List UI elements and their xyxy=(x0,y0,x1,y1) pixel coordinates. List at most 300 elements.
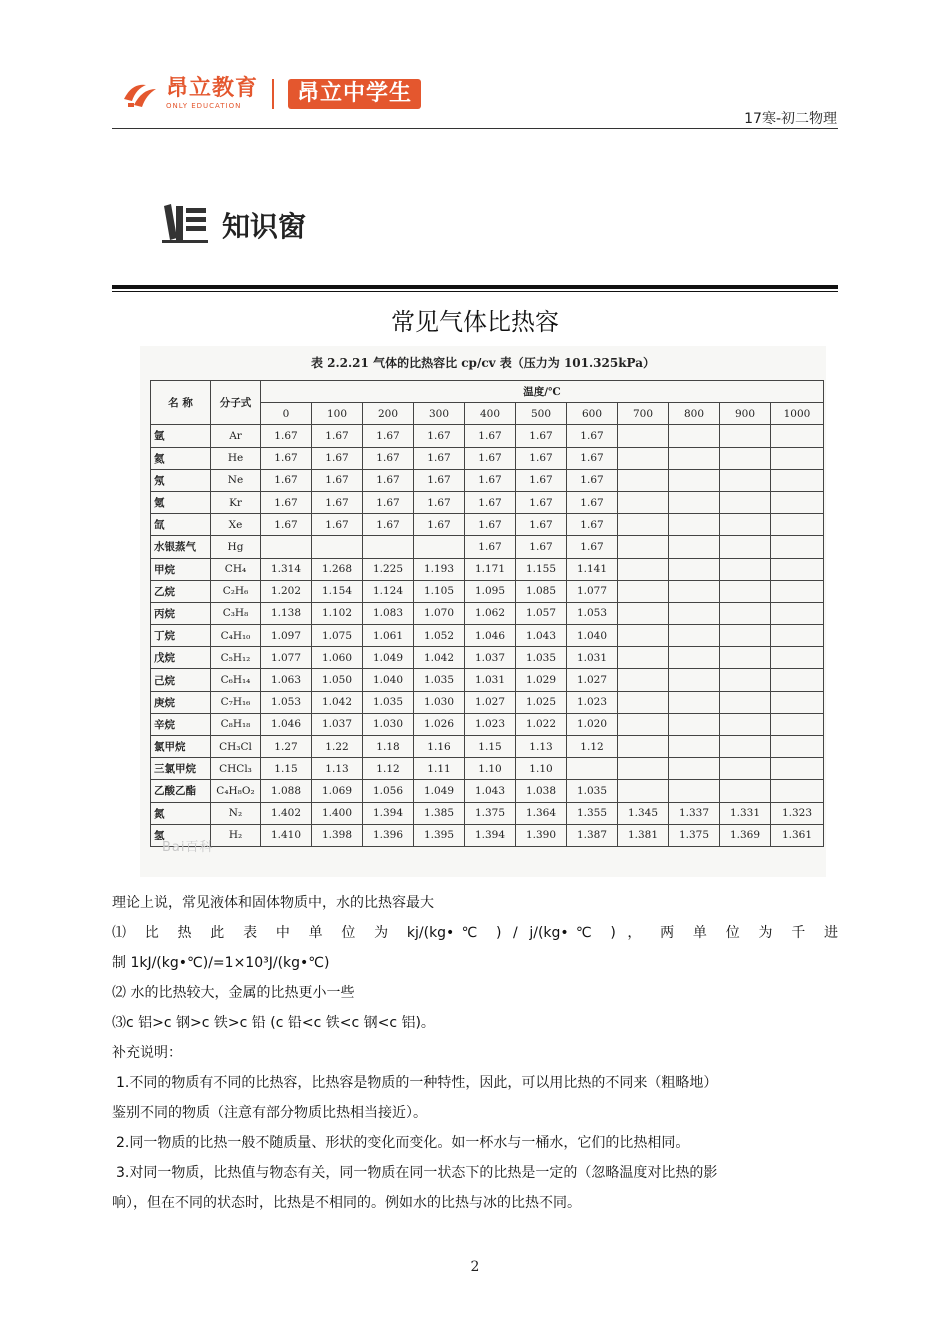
table-cell: 1.088 xyxy=(261,780,312,802)
gas-formula: H₂ xyxy=(211,824,261,846)
table-cell xyxy=(720,580,771,602)
table-cell: 1.171 xyxy=(465,558,516,580)
table-cell xyxy=(720,780,771,802)
table-cell xyxy=(720,425,771,447)
header-divider xyxy=(112,128,838,129)
table-cell xyxy=(669,691,720,713)
table-cell: 1.035 xyxy=(414,669,465,691)
gas-formula: N₂ xyxy=(211,802,261,824)
table-row xyxy=(151,758,824,780)
table-cell: 1.10 xyxy=(516,758,567,780)
table-cell: 1.67 xyxy=(465,491,516,513)
table-cell: 1.043 xyxy=(516,625,567,647)
table-cell: 1.029 xyxy=(516,669,567,691)
gas-formula: C₂H₆ xyxy=(211,580,261,602)
table-cell: 1.15 xyxy=(261,758,312,780)
table-cell: 1.155 xyxy=(516,558,567,580)
table-cell xyxy=(669,602,720,624)
gas-formula: C₈H₁₈ xyxy=(211,713,261,735)
table-cell xyxy=(720,558,771,580)
table-cell xyxy=(771,713,824,735)
table-cell: 1.67 xyxy=(363,469,414,491)
table-cell: 1.102 xyxy=(312,602,363,624)
table-cell xyxy=(771,669,824,691)
gas-formula: C₃H₈ xyxy=(211,602,261,624)
table-cell: 1.154 xyxy=(312,580,363,602)
table-cell: 1.049 xyxy=(363,647,414,669)
table-cell xyxy=(669,558,720,580)
supplement-1-line-2: 鉴别不同的物质（注意有部分物质比热相当接近）。 xyxy=(112,1105,427,1121)
table-cell xyxy=(771,780,824,802)
table-cell xyxy=(669,447,720,469)
table-cell xyxy=(669,713,720,735)
section-rule-thick xyxy=(112,285,838,289)
table-cell: 1.077 xyxy=(261,647,312,669)
table-cell xyxy=(720,736,771,758)
gas-formula: Ar xyxy=(211,425,261,447)
table-cell: 1.15 xyxy=(465,736,516,758)
table-cell: 1.202 xyxy=(261,580,312,602)
table-cell: 1.67 xyxy=(516,536,567,558)
table-cell: 1.67 xyxy=(312,514,363,536)
table-cell xyxy=(771,758,824,780)
point-1-line-2: 制 1kJ/(kg•℃)/=1×10³J/(kg•℃) xyxy=(112,955,330,971)
table-cell: 1.18 xyxy=(363,736,414,758)
gas-formula: CH₄ xyxy=(211,558,261,580)
table-cell xyxy=(720,491,771,513)
table-cell: 1.030 xyxy=(414,691,465,713)
table-cell xyxy=(669,514,720,536)
table-cell xyxy=(567,758,618,780)
intro-paragraph: 理论上说，常见液体和固体物质中，水的比热容最大 xyxy=(112,895,434,911)
table-cell: 1.67 xyxy=(567,469,618,491)
page-number: 2 xyxy=(470,1259,480,1275)
header-name: 名 称 xyxy=(151,381,211,425)
table-cell xyxy=(771,558,824,580)
table-cell: 1.023 xyxy=(567,691,618,713)
table-cell: 1.083 xyxy=(363,602,414,624)
scanned-table-image xyxy=(140,346,826,877)
supplement-1-line-1: 1.不同的物质有不同的比热容，比热容是物质的一种特性，因此，可以用比热的不同来（粗略地） xyxy=(116,1075,718,1091)
table-cell: 1.027 xyxy=(465,691,516,713)
table-cell: 1.396 xyxy=(363,824,414,846)
table-row xyxy=(151,647,824,669)
gas-name: 氯甲烷 xyxy=(151,736,211,758)
table-cell xyxy=(618,491,669,513)
gas-name: 乙烷 xyxy=(151,580,211,602)
only-education-logo-icon xyxy=(122,79,160,109)
header-temp-600: 600 xyxy=(567,403,618,425)
table-row xyxy=(151,491,824,513)
table-cell: 1.026 xyxy=(414,713,465,735)
header-temp-300: 300 xyxy=(414,403,465,425)
table-cell xyxy=(618,580,669,602)
table-cell: 1.16 xyxy=(414,736,465,758)
section-heading xyxy=(160,202,306,248)
point-1-line-1: ⑴ 比 热 此 表 中 单 位 为 kj/(kg•℃ ) / j/(kg•℃ ) ， 两 单 位 为 千 进 xyxy=(112,925,838,941)
table-cell: 1.410 xyxy=(261,824,312,846)
table-cell: 1.67 xyxy=(363,491,414,513)
gas-name: 氢 xyxy=(151,824,211,846)
table-cell: 1.27 xyxy=(261,736,312,758)
table-cell xyxy=(618,758,669,780)
table-row xyxy=(151,602,824,624)
table-cell: 1.67 xyxy=(567,425,618,447)
table-row xyxy=(151,558,824,580)
gas-formula: CH₃Cl xyxy=(211,736,261,758)
table-cell xyxy=(261,536,312,558)
gas-name: 氙 xyxy=(151,514,211,536)
table-row xyxy=(151,425,824,447)
table-cell: 1.67 xyxy=(363,447,414,469)
table-cell: 1.67 xyxy=(516,469,567,491)
table-cell xyxy=(618,558,669,580)
gas-name: 水银蒸气 xyxy=(151,536,211,558)
table-cell: 1.062 xyxy=(465,602,516,624)
table-cell: 1.375 xyxy=(669,824,720,846)
table-cell: 1.67 xyxy=(465,447,516,469)
table-cell: 1.67 xyxy=(516,514,567,536)
header-temp-900: 900 xyxy=(720,403,771,425)
gas-name: 丙烷 xyxy=(151,602,211,624)
table-cell xyxy=(771,602,824,624)
table-cell: 1.141 xyxy=(567,558,618,580)
table-cell xyxy=(771,447,824,469)
table-cell: 1.097 xyxy=(261,625,312,647)
table-cell: 1.038 xyxy=(516,780,567,802)
table-cell: 1.13 xyxy=(516,736,567,758)
table-cell xyxy=(669,780,720,802)
table-cell xyxy=(669,536,720,558)
table-cell: 1.67 xyxy=(261,447,312,469)
table-cell: 1.020 xyxy=(567,713,618,735)
table-cell: 1.031 xyxy=(465,669,516,691)
table-row xyxy=(151,536,824,558)
table-cell xyxy=(669,469,720,491)
table-row xyxy=(151,713,824,735)
table-cell: 1.022 xyxy=(516,713,567,735)
header-temperature: 温度/℃ xyxy=(261,381,824,403)
table-row xyxy=(151,469,824,491)
header-temp-100: 100 xyxy=(312,403,363,425)
table-cell: 1.046 xyxy=(261,713,312,735)
table-cell: 1.67 xyxy=(567,491,618,513)
table-cell: 1.67 xyxy=(465,425,516,447)
table-row xyxy=(151,447,824,469)
gas-formula: C₆H₁₄ xyxy=(211,669,261,691)
table-cell: 1.337 xyxy=(669,802,720,824)
table-cell: 1.22 xyxy=(312,736,363,758)
gas-name: 氪 xyxy=(151,491,211,513)
table-row xyxy=(151,691,824,713)
gas-name: 乙酸乙酯 xyxy=(151,780,211,802)
table-cell xyxy=(669,736,720,758)
table-cell: 1.67 xyxy=(261,514,312,536)
table-cell: 1.030 xyxy=(363,713,414,735)
table-cell xyxy=(771,691,824,713)
table-cell xyxy=(618,514,669,536)
table-cell: 1.049 xyxy=(414,780,465,802)
header-temp-1000: 1000 xyxy=(771,403,824,425)
header-temp-400: 400 xyxy=(465,403,516,425)
table-cell: 1.381 xyxy=(618,824,669,846)
table-cell xyxy=(618,536,669,558)
gas-name: 氮 xyxy=(151,802,211,824)
table-cell: 1.124 xyxy=(363,580,414,602)
table-cell: 1.331 xyxy=(720,802,771,824)
table-cell xyxy=(720,469,771,491)
table-cell xyxy=(669,491,720,513)
gas-name: 氦 xyxy=(151,447,211,469)
gas-formula: C₄H₁₀ xyxy=(211,625,261,647)
table-cell: 1.67 xyxy=(312,469,363,491)
table-cell: 1.402 xyxy=(261,802,312,824)
table-cell: 1.67 xyxy=(516,425,567,447)
table-cell: 1.400 xyxy=(312,802,363,824)
table-cell: 1.323 xyxy=(771,802,824,824)
table-cell xyxy=(669,669,720,691)
table-cell xyxy=(771,580,824,602)
table-cell xyxy=(618,469,669,491)
table-cell: 1.67 xyxy=(516,491,567,513)
gas-formula: CHCl₃ xyxy=(211,758,261,780)
table-cell: 1.67 xyxy=(567,536,618,558)
table-cell: 1.105 xyxy=(414,580,465,602)
table-cell: 1.67 xyxy=(414,425,465,447)
table-cell xyxy=(618,669,669,691)
table-row xyxy=(151,780,824,802)
table-cell: 1.67 xyxy=(567,447,618,469)
section-title: 知识窗 xyxy=(222,210,307,243)
table-cell: 1.037 xyxy=(312,713,363,735)
table-cell xyxy=(669,625,720,647)
table-cell: 1.387 xyxy=(567,824,618,846)
table-cell: 1.67 xyxy=(465,469,516,491)
gas-name: 戊烷 xyxy=(151,647,211,669)
table-cell: 1.67 xyxy=(261,491,312,513)
table-cell: 1.369 xyxy=(720,824,771,846)
table-cell: 1.395 xyxy=(414,824,465,846)
table-cell: 1.67 xyxy=(312,491,363,513)
table-cell xyxy=(720,447,771,469)
table-cell: 1.268 xyxy=(312,558,363,580)
books-icon xyxy=(160,202,210,248)
table-cell: 1.095 xyxy=(465,580,516,602)
table-cell: 1.67 xyxy=(363,425,414,447)
table-cell xyxy=(618,425,669,447)
gas-formula: C₄H₈O₂ xyxy=(211,780,261,802)
table-cell: 1.046 xyxy=(465,625,516,647)
table-cell xyxy=(363,536,414,558)
table-cell xyxy=(720,625,771,647)
table-cell xyxy=(720,602,771,624)
table-cell xyxy=(771,425,824,447)
gas-name: 三氯甲烷 xyxy=(151,758,211,780)
gas-name: 甲烷 xyxy=(151,558,211,580)
table-cell: 1.042 xyxy=(312,691,363,713)
table-cell xyxy=(720,758,771,780)
table-cell: 1.023 xyxy=(465,713,516,735)
table-cell: 1.67 xyxy=(567,514,618,536)
table-caption: 表 2.2.21 气体的比热容比 cp/cv 表（压力为 101.325kPa） xyxy=(310,356,656,370)
watermark: Bai百科 xyxy=(162,840,214,855)
gas-formula: C₅H₁₂ xyxy=(211,647,261,669)
table-cell xyxy=(618,736,669,758)
table-cell xyxy=(618,625,669,647)
table-cell: 1.035 xyxy=(567,780,618,802)
gas-formula: Ne xyxy=(211,469,261,491)
table-cell xyxy=(771,469,824,491)
gas-formula: Kr xyxy=(211,491,261,513)
table-cell: 1.314 xyxy=(261,558,312,580)
table-cell: 1.12 xyxy=(567,736,618,758)
table-cell xyxy=(720,647,771,669)
table-cell: 1.037 xyxy=(465,647,516,669)
table-cell: 1.060 xyxy=(312,647,363,669)
table-cell: 1.085 xyxy=(516,580,567,602)
table-cell: 1.385 xyxy=(414,802,465,824)
table-cell: 1.052 xyxy=(414,625,465,647)
table-cell: 1.13 xyxy=(312,758,363,780)
table-cell: 1.390 xyxy=(516,824,567,846)
table-cell xyxy=(618,602,669,624)
table-cell: 1.67 xyxy=(312,447,363,469)
logo-english-text: ONLY EDUCATION xyxy=(166,102,242,110)
table-cell xyxy=(669,425,720,447)
table-cell: 1.053 xyxy=(261,691,312,713)
gas-formula: C₇H₁₆ xyxy=(211,691,261,713)
table-cell: 1.11 xyxy=(414,758,465,780)
table-cell xyxy=(669,580,720,602)
gas-formula: Xe xyxy=(211,514,261,536)
gas-name: 己烷 xyxy=(151,669,211,691)
gas-name: 氖 xyxy=(151,469,211,491)
gas-name: 庚烷 xyxy=(151,691,211,713)
table-cell: 1.398 xyxy=(312,824,363,846)
table-cell: 1.345 xyxy=(618,802,669,824)
table-cell: 1.67 xyxy=(363,514,414,536)
document-title: 常见气体比热容 xyxy=(391,308,559,336)
table-cell: 1.035 xyxy=(363,691,414,713)
supplement-3-line-2: 响），但在不同的状态时，比热是不相同的。例如水的比热与冰的比热不同。 xyxy=(112,1195,581,1211)
table-cell: 1.67 xyxy=(414,514,465,536)
table-cell: 1.056 xyxy=(363,780,414,802)
table-cell: 1.077 xyxy=(567,580,618,602)
table-cell: 1.040 xyxy=(363,669,414,691)
table-header-row xyxy=(151,381,824,403)
table-cell: 1.67 xyxy=(516,447,567,469)
table-cell xyxy=(771,736,824,758)
header-formula: 分子式 xyxy=(211,381,261,425)
table-cell xyxy=(771,647,824,669)
table-cell xyxy=(771,514,824,536)
table-cell xyxy=(618,691,669,713)
table-cell xyxy=(618,447,669,469)
table-cell: 1.069 xyxy=(312,780,363,802)
table-cell xyxy=(414,536,465,558)
table-cell: 1.355 xyxy=(567,802,618,824)
table-cell: 1.67 xyxy=(465,514,516,536)
brand-badge: 昂立中学生 xyxy=(288,79,421,109)
table-cell xyxy=(618,713,669,735)
table-cell: 1.67 xyxy=(261,469,312,491)
table-cell: 1.67 xyxy=(312,425,363,447)
gas-name: 辛烷 xyxy=(151,713,211,735)
table-cell: 1.394 xyxy=(363,802,414,824)
header-temp-800: 800 xyxy=(669,403,720,425)
table-row xyxy=(151,514,824,536)
gas-name: 丁烷 xyxy=(151,625,211,647)
supplement-3-line-1: 3.对同一物质，比热值与物态有关，同一物质在同一状态下的比热是一定的（忽略温度对比热的影 xyxy=(116,1165,718,1181)
table-cell: 1.040 xyxy=(567,625,618,647)
table-cell: 1.063 xyxy=(261,669,312,691)
table-cell: 1.12 xyxy=(363,758,414,780)
header-temp-200: 200 xyxy=(363,403,414,425)
supplement-heading: 补充说明： xyxy=(112,1045,182,1061)
table-cell: 1.025 xyxy=(516,691,567,713)
table-cell: 1.035 xyxy=(516,647,567,669)
table-cell xyxy=(720,514,771,536)
table-cell xyxy=(669,647,720,669)
table-cell xyxy=(771,491,824,513)
specific-heat-ratio-table xyxy=(150,380,824,847)
brand-logo xyxy=(122,78,421,110)
table-cell xyxy=(618,780,669,802)
table-cell: 1.027 xyxy=(567,669,618,691)
gas-formula: He xyxy=(211,447,261,469)
table-cell: 1.225 xyxy=(363,558,414,580)
table-cell: 1.67 xyxy=(414,469,465,491)
table-cell: 1.031 xyxy=(567,647,618,669)
table-cell: 1.364 xyxy=(516,802,567,824)
table-cell xyxy=(720,536,771,558)
table-cell xyxy=(312,536,363,558)
table-cell: 1.67 xyxy=(414,447,465,469)
section-rule-thin xyxy=(112,291,838,292)
supplement-2: 2.同一物质的比热一般不随质量、形状的变化而变化。如一杯水与一桶水，它们的比热相同。 xyxy=(116,1135,690,1151)
table-cell: 1.10 xyxy=(465,758,516,780)
point-2: ⑵ 水的比热较大，金属的比热更小一些 xyxy=(112,985,355,1001)
gas-formula: Hg xyxy=(211,536,261,558)
table-cell xyxy=(720,669,771,691)
table-cell xyxy=(720,713,771,735)
course-label: 17寒-初二物理 xyxy=(744,111,837,127)
table-cell xyxy=(720,691,771,713)
table-cell: 1.043 xyxy=(465,780,516,802)
table-cell: 1.053 xyxy=(567,602,618,624)
table-cell: 1.075 xyxy=(312,625,363,647)
table-cell xyxy=(771,536,824,558)
table-row xyxy=(151,802,824,824)
table-row xyxy=(151,625,824,647)
table-cell xyxy=(771,625,824,647)
header-temp-500: 500 xyxy=(516,403,567,425)
table-cell: 1.67 xyxy=(414,491,465,513)
table-cell: 1.070 xyxy=(414,602,465,624)
table-cell: 1.050 xyxy=(312,669,363,691)
gas-name: 氩 xyxy=(151,425,211,447)
point-3: ⑶c 铝>c 钢>c 铁>c 铅 (c 铅<c 铁<c 钢<c 铝)。 xyxy=(112,1015,435,1031)
logo-divider xyxy=(272,79,274,109)
table-row xyxy=(151,580,824,602)
table-cell: 1.193 xyxy=(414,558,465,580)
logo-chinese-text: 昂立教育 xyxy=(166,76,259,101)
body-text xyxy=(112,888,838,1218)
table-cell: 1.138 xyxy=(261,602,312,624)
table-cell: 1.394 xyxy=(465,824,516,846)
table-cell xyxy=(618,647,669,669)
page-header xyxy=(0,0,950,130)
